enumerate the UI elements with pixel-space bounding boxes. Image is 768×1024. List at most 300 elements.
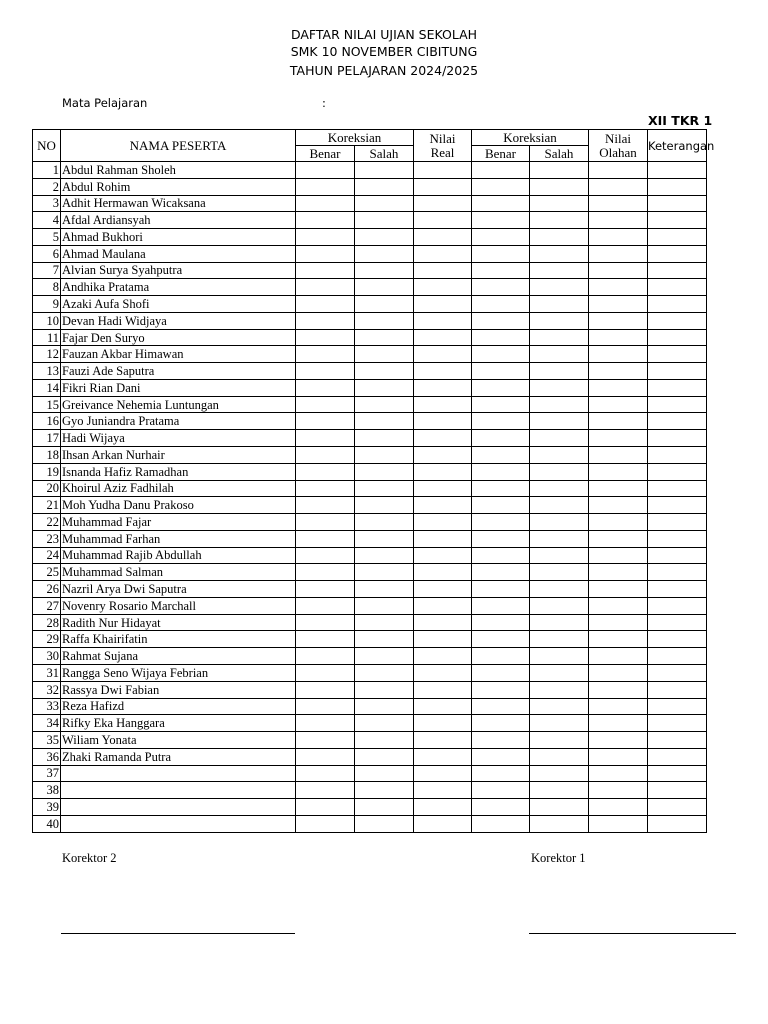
nilai-real-cell xyxy=(414,782,472,799)
salah-1-cell xyxy=(355,312,414,329)
benar-2-cell xyxy=(472,530,530,547)
keterangan-cell xyxy=(648,430,707,447)
nilai-olahan-cell xyxy=(589,497,648,514)
table-row xyxy=(33,815,768,832)
benar-2-cell xyxy=(472,547,530,564)
nilai-real-cell xyxy=(414,447,472,464)
nilai-olahan-cell xyxy=(589,463,648,480)
nilai-olahan-cell xyxy=(589,480,648,497)
benar-2-cell xyxy=(472,379,530,396)
student-name: Muhammad Farhan xyxy=(61,530,296,547)
nilai-real-cell xyxy=(414,765,472,782)
korektor-2-signature-line xyxy=(61,933,295,934)
subject-colon: : xyxy=(322,96,326,110)
keterangan-cell xyxy=(648,312,707,329)
salah-1-cell xyxy=(355,815,414,832)
student-name: Radith Nur Hidayat xyxy=(61,614,296,631)
student-name: Nazril Arya Dwi Saputra xyxy=(61,581,296,598)
benar-1-cell xyxy=(296,430,355,447)
row-number: 36 xyxy=(33,748,61,765)
student-name: Rifky Eka Hanggara xyxy=(61,715,296,732)
table-row xyxy=(33,346,768,363)
salah-2-cell xyxy=(530,447,589,464)
keterangan-cell xyxy=(648,195,707,212)
benar-1-cell xyxy=(296,765,355,782)
row-number: 12 xyxy=(33,346,61,363)
nilai-olahan-cell xyxy=(589,212,648,229)
col-keterangan-header: Keterangan xyxy=(648,130,707,162)
row-number: 18 xyxy=(33,447,61,464)
benar-2-cell xyxy=(472,748,530,765)
korektor-2-label: Korektor 2 xyxy=(62,851,117,865)
keterangan-cell xyxy=(648,799,707,816)
benar-1-cell xyxy=(296,614,355,631)
nilai-real-cell xyxy=(414,379,472,396)
row-number: 15 xyxy=(33,396,61,413)
benar-2-cell xyxy=(472,614,530,631)
nilai-olahan-cell xyxy=(589,245,648,262)
table-row xyxy=(33,463,768,480)
benar-1-cell xyxy=(296,681,355,698)
table-row xyxy=(33,480,768,497)
table-row xyxy=(33,296,768,313)
benar-1-cell xyxy=(296,262,355,279)
benar-2-cell xyxy=(472,765,530,782)
nilai-olahan-cell xyxy=(589,413,648,430)
student-name: Rangga Seno Wijaya Febrian xyxy=(61,664,296,681)
nilai-real-cell xyxy=(414,732,472,749)
salah-2-cell xyxy=(530,329,589,346)
academic-year: TAHUN PELAJARAN 2024/2025 xyxy=(289,63,479,78)
benar-1-cell xyxy=(296,363,355,380)
table-row xyxy=(33,581,768,598)
nilai-olahan-cell xyxy=(589,312,648,329)
benar-2-cell xyxy=(472,279,530,296)
keterangan-cell xyxy=(648,413,707,430)
row-number: 9 xyxy=(33,296,61,313)
keterangan-cell xyxy=(648,229,707,246)
nilai-olahan-cell xyxy=(589,597,648,614)
row-number: 33 xyxy=(33,698,61,715)
benar-1-cell xyxy=(296,447,355,464)
benar-2-cell xyxy=(472,799,530,816)
nilai-olahan-cell xyxy=(589,396,648,413)
keterangan-cell xyxy=(648,329,707,346)
row-number: 21 xyxy=(33,497,61,514)
keterangan-cell xyxy=(648,296,707,313)
salah-1-cell xyxy=(355,480,414,497)
salah-1-cell xyxy=(355,564,414,581)
salah-2-cell xyxy=(530,396,589,413)
student-name: Ihsan Arkan Nurhair xyxy=(61,447,296,464)
row-number: 35 xyxy=(33,732,61,749)
salah-2-cell xyxy=(530,648,589,665)
benar-2-cell xyxy=(472,732,530,749)
row-number: 5 xyxy=(33,229,61,246)
student-name: Fauzi Ade Saputra xyxy=(61,363,296,380)
table-row xyxy=(33,799,768,816)
nilai-real-cell xyxy=(414,363,472,380)
nilai-real-cell xyxy=(414,497,472,514)
student-name: Novenry Rosario Marchall xyxy=(61,597,296,614)
student-name: Rahmat Sujana xyxy=(61,648,296,665)
row-number: 6 xyxy=(33,245,61,262)
nilai-olahan-cell xyxy=(589,748,648,765)
benar-2-cell xyxy=(472,681,530,698)
student-name: Afdal Ardiansyah xyxy=(61,212,296,229)
nilai-real-cell xyxy=(414,815,472,832)
salah-2-cell xyxy=(530,430,589,447)
table-row xyxy=(33,195,768,212)
table-row xyxy=(33,631,768,648)
keterangan-cell xyxy=(648,681,707,698)
table-row xyxy=(33,530,768,547)
table-row xyxy=(33,363,768,380)
salah-1-cell xyxy=(355,581,414,598)
koreksian-group-header-2: Koreksian xyxy=(472,130,589,146)
salah-1-cell xyxy=(355,514,414,531)
school-name: SMK 10 NOVEMBER CIBITUNG xyxy=(290,44,478,59)
salah-2-cell xyxy=(530,497,589,514)
row-number: 14 xyxy=(33,379,61,396)
table-row xyxy=(33,178,768,195)
nilai-olahan-cell xyxy=(589,514,648,531)
nilai-olahan-cell xyxy=(589,447,648,464)
keterangan-cell xyxy=(648,396,707,413)
nilai-real-cell xyxy=(414,245,472,262)
salah-2-cell xyxy=(530,664,589,681)
benar-2-cell xyxy=(472,363,530,380)
col-no-header: NO xyxy=(33,130,61,162)
benar-2-cell xyxy=(472,312,530,329)
keterangan-cell xyxy=(648,715,707,732)
row-number: 39 xyxy=(33,799,61,816)
table-row xyxy=(33,497,768,514)
row-number: 13 xyxy=(33,363,61,380)
student-name: Abdul Rahman Sholeh xyxy=(61,162,296,179)
benar-1-cell xyxy=(296,648,355,665)
nilai-olahan-cell xyxy=(589,530,648,547)
benar-1-cell xyxy=(296,530,355,547)
salah-2-cell xyxy=(530,631,589,648)
row-number: 24 xyxy=(33,547,61,564)
student-name: Reza Hafizd xyxy=(61,698,296,715)
row-number: 10 xyxy=(33,312,61,329)
nilai-olahan-cell xyxy=(589,162,648,179)
salah-1-cell xyxy=(355,748,414,765)
salah-2-cell xyxy=(530,782,589,799)
nilai-real-cell xyxy=(414,648,472,665)
keterangan-cell xyxy=(648,631,707,648)
benar-1-cell xyxy=(296,664,355,681)
keterangan-cell xyxy=(648,547,707,564)
nilai-real-cell xyxy=(414,799,472,816)
benar-2-cell xyxy=(472,648,530,665)
table-row xyxy=(33,514,768,531)
student-name: Muhammad Rajib Abdullah xyxy=(61,547,296,564)
benar-2-cell xyxy=(472,463,530,480)
row-number: 26 xyxy=(33,581,61,598)
benar-2-cell xyxy=(472,664,530,681)
benar-2-cell xyxy=(472,447,530,464)
table-row xyxy=(33,162,768,179)
keterangan-cell xyxy=(648,346,707,363)
salah-2-cell xyxy=(530,178,589,195)
salah-1-cell xyxy=(355,447,414,464)
student-name: Isnanda Hafiz Ramadhan xyxy=(61,463,296,480)
salah-1-cell xyxy=(355,178,414,195)
salah-1-cell xyxy=(355,329,414,346)
nilai-olahan-cell xyxy=(589,547,648,564)
benar-1-cell xyxy=(296,229,355,246)
col-nilai-olahan-header xyxy=(589,130,648,162)
table-row xyxy=(33,748,768,765)
subject-label: Mata Pelajaran xyxy=(62,96,148,110)
nilai-real-cell xyxy=(414,564,472,581)
keterangan-cell xyxy=(648,530,707,547)
benar-2-cell xyxy=(472,597,530,614)
nilai-real-cell xyxy=(414,162,472,179)
benar-2-cell xyxy=(472,480,530,497)
nilai-olahan-cell xyxy=(589,363,648,380)
salah-2-cell xyxy=(530,245,589,262)
salah-2-cell xyxy=(530,547,589,564)
row-number: 2 xyxy=(33,178,61,195)
salah-1-cell xyxy=(355,430,414,447)
benar-2-cell xyxy=(472,413,530,430)
student-name: Abdul Rohim xyxy=(61,178,296,195)
keterangan-cell xyxy=(648,463,707,480)
nilai-real-cell xyxy=(414,715,472,732)
benar-1-cell xyxy=(296,346,355,363)
nilai-olahan-cell xyxy=(589,799,648,816)
salah-1-cell xyxy=(355,631,414,648)
nilai-olahan-cell xyxy=(589,329,648,346)
table-row xyxy=(33,765,768,782)
benar-2-cell xyxy=(472,514,530,531)
nilai-real-cell xyxy=(414,262,472,279)
benar-2-cell xyxy=(472,178,530,195)
row-number: 19 xyxy=(33,463,61,480)
student-name: Adhit Hermawan Wicaksana xyxy=(61,195,296,212)
keterangan-cell xyxy=(648,732,707,749)
keterangan-cell xyxy=(648,279,707,296)
salah-2-cell xyxy=(530,581,589,598)
keterangan-cell xyxy=(648,212,707,229)
row-number: 4 xyxy=(33,212,61,229)
nilai-olahan-cell xyxy=(589,346,648,363)
keterangan-cell xyxy=(648,564,707,581)
salah-2-cell xyxy=(530,530,589,547)
row-number: 30 xyxy=(33,648,61,665)
table-row xyxy=(33,698,768,715)
student-name xyxy=(61,782,296,799)
row-number: 1 xyxy=(33,162,61,179)
keterangan-cell xyxy=(648,497,707,514)
nilai-real-cell xyxy=(414,698,472,715)
nilai-real-cell xyxy=(414,748,472,765)
keterangan-cell xyxy=(648,748,707,765)
table-row xyxy=(33,547,768,564)
benar-1-cell xyxy=(296,379,355,396)
table-row xyxy=(33,447,768,464)
benar-1-cell xyxy=(296,698,355,715)
keterangan-cell xyxy=(648,597,707,614)
table-row xyxy=(33,245,768,262)
salah-1-cell xyxy=(355,597,414,614)
nilai-olahan-cell xyxy=(589,430,648,447)
salah-1-cell xyxy=(355,413,414,430)
benar-1-cell xyxy=(296,396,355,413)
salah-1-cell xyxy=(355,396,414,413)
benar-1-cell xyxy=(296,732,355,749)
nilai-olahan-cell xyxy=(589,732,648,749)
student-name: Fajar Den Suryo xyxy=(61,329,296,346)
salah-2-cell xyxy=(530,162,589,179)
salah-1-cell xyxy=(355,782,414,799)
row-number: 17 xyxy=(33,430,61,447)
row-number: 29 xyxy=(33,631,61,648)
salah-2-cell xyxy=(530,597,589,614)
keterangan-cell xyxy=(648,262,707,279)
salah-1-cell xyxy=(355,195,414,212)
nilai-real-cell xyxy=(414,681,472,698)
benar-1-cell xyxy=(296,312,355,329)
keterangan-cell xyxy=(648,664,707,681)
nilai-real-cell xyxy=(414,597,472,614)
keterangan-cell xyxy=(648,581,707,598)
benar-2-cell xyxy=(472,715,530,732)
row-number: 20 xyxy=(33,480,61,497)
row-number: 11 xyxy=(33,329,61,346)
benar-1-cell xyxy=(296,547,355,564)
salah-2-cell xyxy=(530,815,589,832)
benar-2-cell xyxy=(472,581,530,598)
benar-1-cell xyxy=(296,564,355,581)
table-row xyxy=(33,664,768,681)
benar-1-cell xyxy=(296,815,355,832)
salah-2-cell xyxy=(530,262,589,279)
student-name: Ahmad Bukhori xyxy=(61,229,296,246)
salah-2-cell xyxy=(530,296,589,313)
benar-1-cell xyxy=(296,162,355,179)
benar-1-cell xyxy=(296,296,355,313)
nilai-real-line2: Real xyxy=(430,144,455,160)
keterangan-cell xyxy=(648,480,707,497)
keterangan-cell xyxy=(648,363,707,380)
salah-1-cell xyxy=(355,162,414,179)
table-row xyxy=(33,782,768,799)
salah-2-cell xyxy=(530,379,589,396)
table-row xyxy=(33,715,768,732)
benar-2-cell xyxy=(472,396,530,413)
keterangan-cell xyxy=(648,162,707,179)
row-number: 7 xyxy=(33,262,61,279)
nilai-real-cell xyxy=(414,547,472,564)
salah-1-cell xyxy=(355,681,414,698)
row-number: 8 xyxy=(33,279,61,296)
table-row xyxy=(33,430,768,447)
benar-1-cell xyxy=(296,195,355,212)
row-number: 38 xyxy=(33,782,61,799)
salah-2-cell xyxy=(530,312,589,329)
salah-1-cell xyxy=(355,530,414,547)
salah-2-cell xyxy=(530,212,589,229)
salah-1-cell xyxy=(355,698,414,715)
col-salah-header-2: Salah xyxy=(530,146,589,162)
salah-2-cell xyxy=(530,681,589,698)
student-name: Raffa Khairifatin xyxy=(61,631,296,648)
benar-2-cell xyxy=(472,631,530,648)
nilai-real-cell xyxy=(414,195,472,212)
salah-1-cell xyxy=(355,664,414,681)
salah-1-cell xyxy=(355,379,414,396)
benar-1-cell xyxy=(296,748,355,765)
keterangan-cell xyxy=(648,765,707,782)
row-number: 37 xyxy=(33,765,61,782)
student-name: Moh Yudha Danu Prakoso xyxy=(61,497,296,514)
salah-1-cell xyxy=(355,732,414,749)
salah-2-cell xyxy=(530,413,589,430)
table-row xyxy=(33,413,768,430)
student-name xyxy=(61,765,296,782)
nilai-real-cell xyxy=(414,631,472,648)
student-name: Hadi Wijaya xyxy=(61,430,296,447)
nilai-olahan-cell xyxy=(589,782,648,799)
nilai-olahan-cell xyxy=(589,581,648,598)
nilai-real-cell xyxy=(414,413,472,430)
benar-2-cell xyxy=(472,564,530,581)
score-table-body xyxy=(33,162,768,833)
benar-1-cell xyxy=(296,514,355,531)
salah-2-cell xyxy=(530,229,589,246)
salah-1-cell xyxy=(355,245,414,262)
table-row xyxy=(33,396,768,413)
keterangan-cell xyxy=(648,698,707,715)
benar-1-cell xyxy=(296,497,355,514)
benar-1-cell xyxy=(296,581,355,598)
salah-1-cell xyxy=(355,614,414,631)
keterangan-cell xyxy=(648,815,707,832)
salah-2-cell xyxy=(530,732,589,749)
row-number: 40 xyxy=(33,815,61,832)
benar-2-cell xyxy=(472,346,530,363)
student-name: Wiliam Yonata xyxy=(61,732,296,749)
student-name: Fauzan Akbar Himawan xyxy=(61,346,296,363)
student-name: Rassya Dwi Fabian xyxy=(61,681,296,698)
row-number: 28 xyxy=(33,614,61,631)
nilai-olahan-cell xyxy=(589,279,648,296)
nilai-olahan-cell xyxy=(589,262,648,279)
student-name: Muhammad Salman xyxy=(61,564,296,581)
nilai-real-cell xyxy=(414,229,472,246)
nilai-real-cell xyxy=(414,396,472,413)
koreksian-group-header-1: Koreksian xyxy=(296,130,414,146)
benar-2-cell xyxy=(472,329,530,346)
student-name: Gyo Juniandra Pratama xyxy=(61,413,296,430)
student-name: Fikri Rian Dani xyxy=(61,379,296,396)
table-row xyxy=(33,212,768,229)
nilai-olahan-cell xyxy=(589,564,648,581)
benar-1-cell xyxy=(296,279,355,296)
korektor-1-signature-line xyxy=(529,933,736,934)
salah-1-cell xyxy=(355,715,414,732)
nilai-olahan-cell xyxy=(589,815,648,832)
benar-2-cell xyxy=(472,815,530,832)
nilai-olahan-line2: Olahan xyxy=(599,144,637,160)
salah-2-cell xyxy=(530,715,589,732)
salah-2-cell xyxy=(530,195,589,212)
